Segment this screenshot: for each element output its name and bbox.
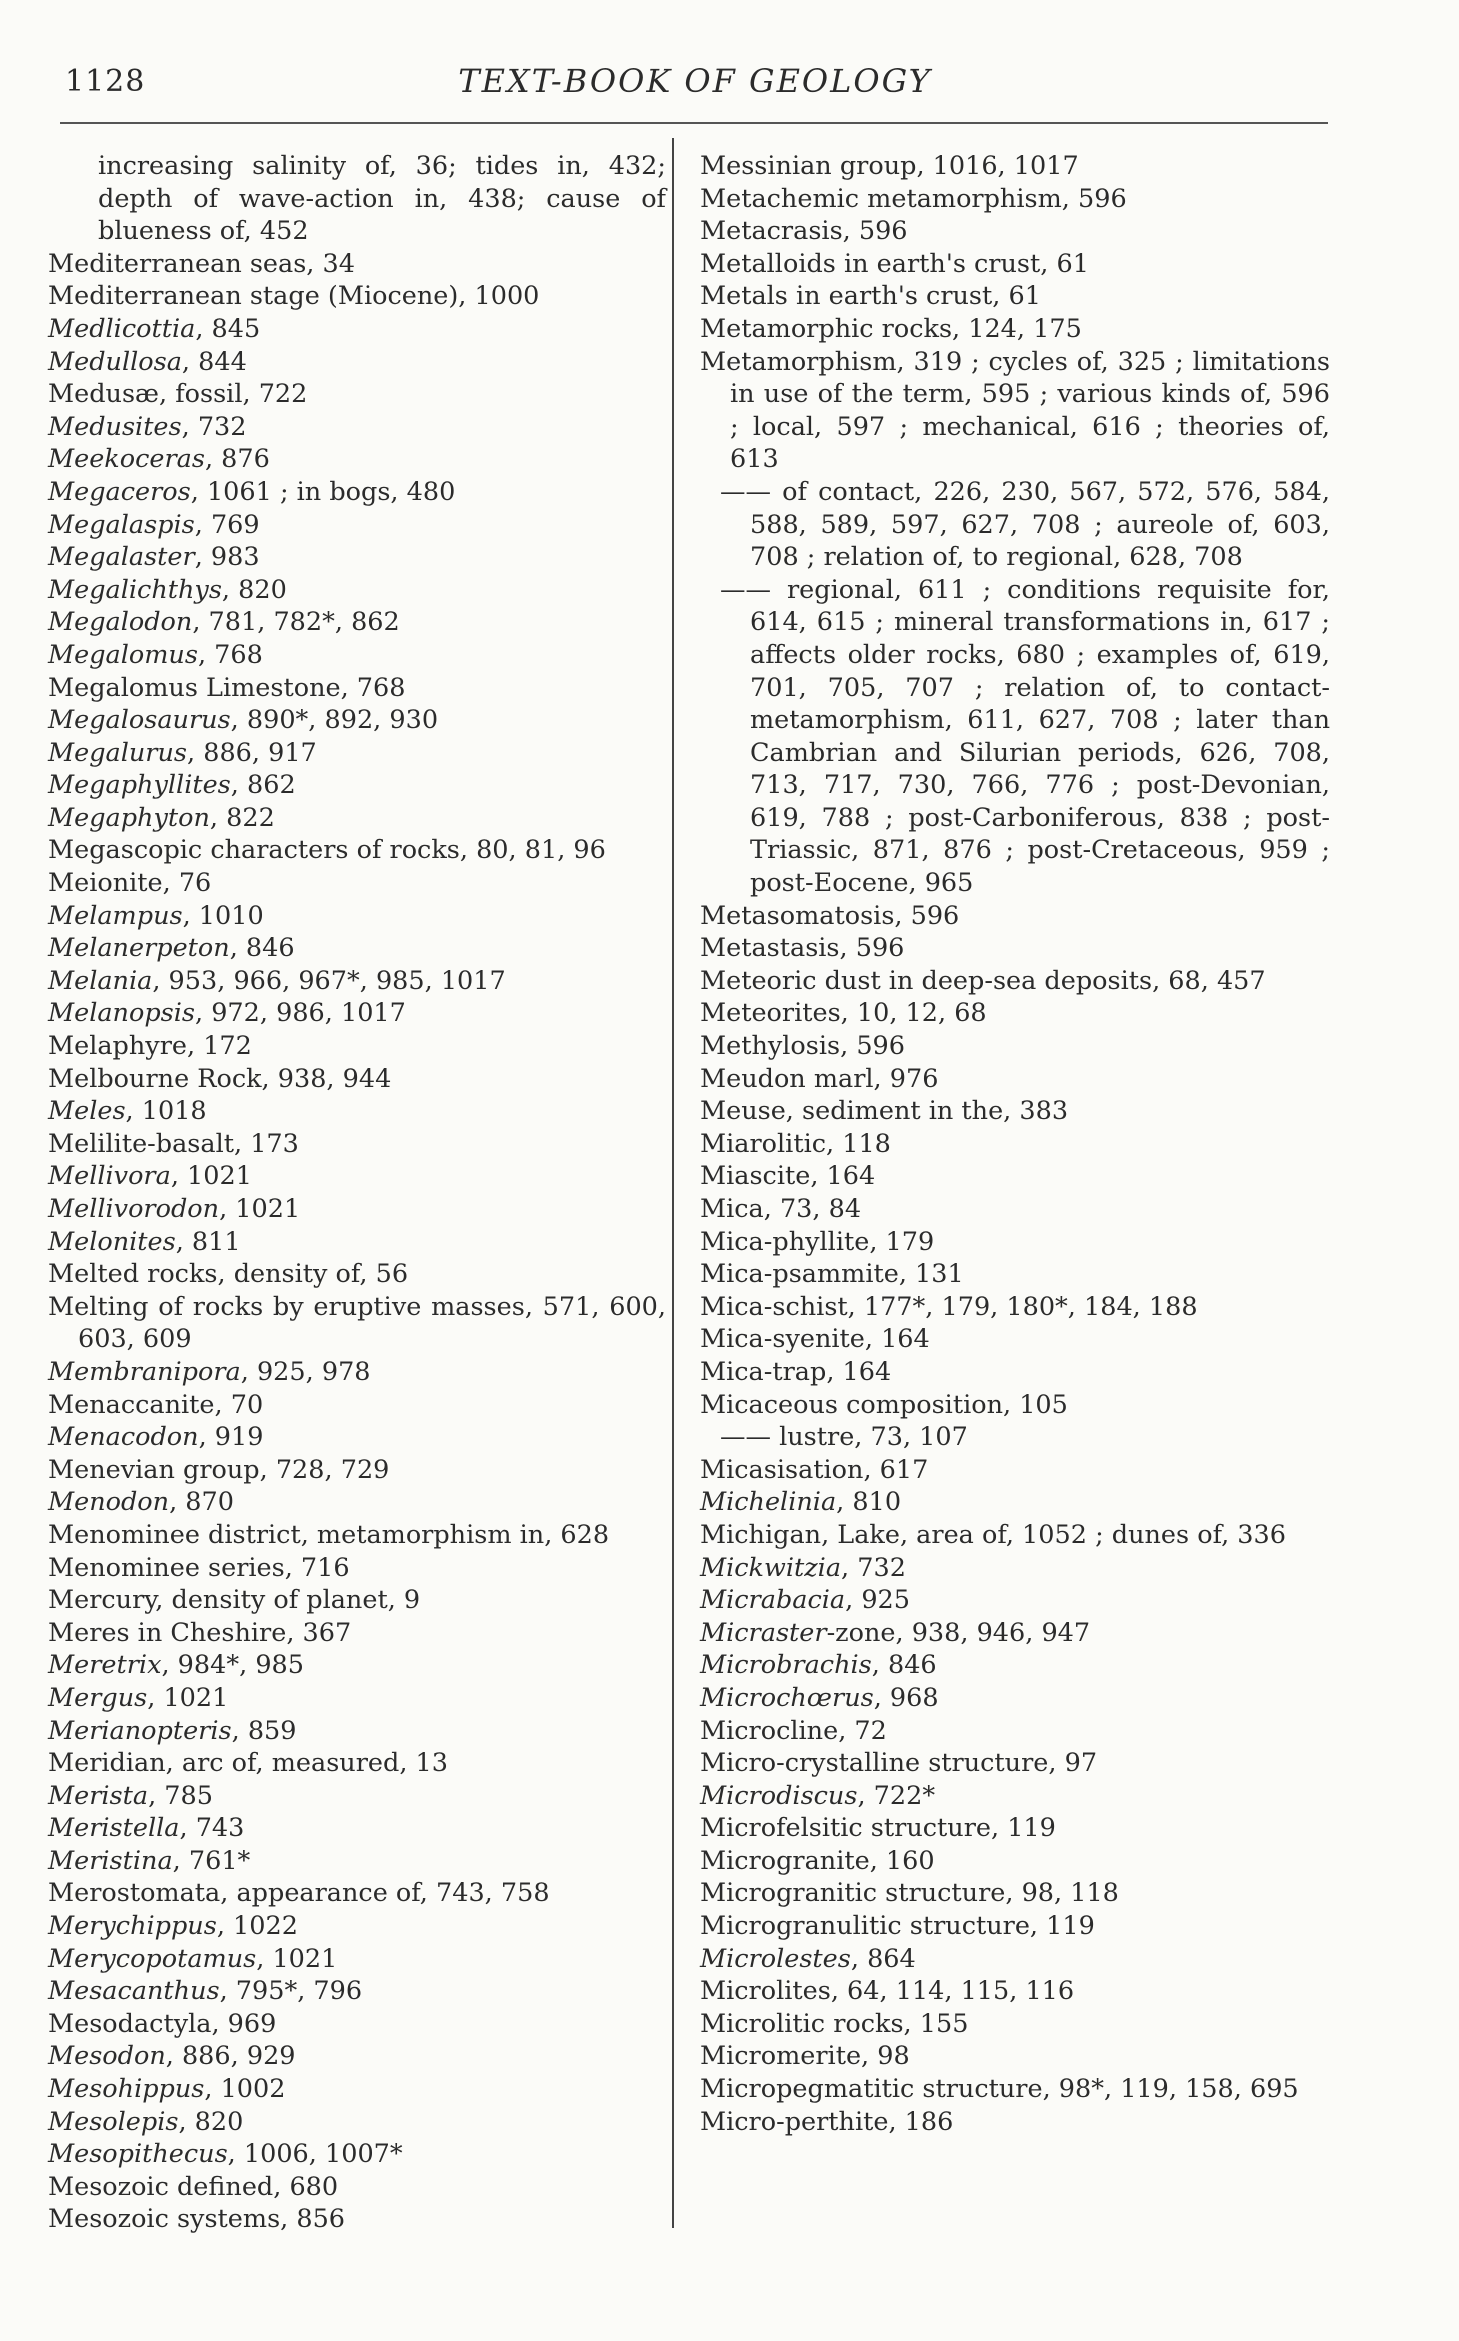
entry-term-italic: Merycopotamus	[48, 1943, 257, 1974]
index-entry	[700, 1454, 1330, 1487]
index-entry	[700, 1780, 1330, 1813]
index-entry	[700, 476, 1330, 574]
entry-text: Meteoric dust in deep-sea deposits, 68, 457	[700, 965, 1266, 996]
index-entry	[48, 1454, 666, 1487]
index-entry	[48, 574, 666, 607]
index-entry	[48, 1258, 666, 1291]
index-entry	[700, 1617, 1330, 1650]
index-entry	[48, 965, 666, 998]
entry-text: Micasisation, 617	[700, 1454, 929, 1485]
entry-term-italic: Melania	[48, 965, 153, 996]
index-entry	[700, 1063, 1330, 1096]
entry-text: , 1010	[182, 900, 264, 931]
index-entry	[700, 1030, 1330, 1063]
entry-text: Metachemic metamorphism, 596	[700, 183, 1127, 214]
index-entry	[48, 2106, 666, 2139]
index-entry	[48, 2138, 666, 2171]
entry-text: , 1022	[216, 1911, 298, 1942]
entry-term-italic: Meristella	[48, 1813, 180, 1844]
index-entry	[48, 1649, 666, 1682]
entry-text: , 732	[841, 1552, 906, 1583]
entry-term-italic: Mellivora	[48, 1161, 171, 1192]
entry-text: , 768	[197, 639, 263, 670]
index-entry	[48, 1128, 666, 1161]
entry-text: Mica, 73, 84	[700, 1194, 862, 1224]
entry-text: Menaccanite, 70	[48, 1389, 264, 1420]
entry-term-italic: Megaceros	[48, 476, 191, 507]
entry-term-italic: Mesopithecus	[48, 2139, 228, 2170]
entry-text: Microlites, 64, 114, 115, 116	[700, 1976, 1075, 2007]
entry-text: Mica-syenite, 164	[700, 1324, 930, 1355]
entry-term-italic: Mesacanthus	[48, 1976, 220, 2007]
index-entry	[700, 1258, 1330, 1291]
index-entry	[700, 150, 1330, 183]
index-entry	[700, 2106, 1330, 2139]
entry-text: Meteorites, 10, 12, 68	[700, 998, 987, 1029]
index-entry	[48, 378, 666, 411]
entry-text: , 743	[179, 1813, 245, 1844]
index-entry	[48, 1975, 666, 2008]
index-entry	[700, 1943, 1330, 1976]
page-header	[60, 58, 1330, 108]
index-entry	[700, 1975, 1330, 2008]
entry-term-italic: Medusites	[48, 411, 182, 442]
entry-term-italic: Meles	[48, 1096, 126, 1127]
column-divider	[672, 138, 674, 2228]
entry-text: Miascite, 164	[700, 1161, 876, 1192]
entry-text: Micro-perthite, 186	[700, 2106, 954, 2137]
entry-text: Mica-schist, 177*, 179, 180*, 184, 188	[700, 1291, 1198, 1322]
index-entry	[700, 574, 1330, 900]
index-entry	[48, 1910, 666, 1943]
entry-text: , 925, 978	[240, 1356, 371, 1387]
index-entry	[48, 476, 666, 509]
index-entry	[48, 2171, 666, 2204]
header-rule	[60, 122, 1328, 124]
index-entry	[48, 1389, 666, 1422]
index-entry	[48, 737, 666, 770]
entry-text: , 846	[871, 1650, 937, 1681]
index-entry	[700, 2040, 1330, 2073]
entry-text: Megalomus Limestone, 768	[48, 672, 406, 703]
index-entry	[700, 1421, 1330, 1454]
entry-term-italic: Microbrachis	[700, 1650, 872, 1681]
entry-text: Melbourne Rock, 938, 944	[48, 1063, 392, 1094]
index-entry	[48, 1095, 666, 1128]
entry-text: , 795*, 796	[219, 1976, 363, 2007]
entry-term-italic: Melampus	[48, 900, 183, 931]
entry-text: Micromerite, 98	[700, 2041, 910, 2072]
entry-text: , 1006, 1007*	[227, 2139, 403, 2170]
index-entry	[700, 1715, 1330, 1748]
entry-text: Microgranite, 160	[700, 1845, 935, 1876]
index-entry	[700, 346, 1330, 476]
index-entry	[48, 704, 666, 737]
entry-text: , 876	[204, 444, 270, 475]
entry-term-italic: Medullosa	[48, 346, 182, 377]
entry-text: Mica-trap, 164	[700, 1356, 892, 1387]
index-entry	[700, 1682, 1330, 1715]
index-entry	[48, 997, 666, 1030]
index-entry	[700, 1877, 1330, 1910]
index-entry	[48, 932, 666, 965]
entry-text: , 1021	[256, 1943, 338, 1974]
entry-term-italic: Membranipora	[48, 1356, 241, 1387]
index-entry	[48, 1063, 666, 1096]
entry-text: Meres in Cheshire, 367	[48, 1617, 352, 1648]
index-entry	[48, 1421, 666, 1454]
entry-term-italic: Mellivorodon	[48, 1194, 220, 1224]
entry-text: , 732	[181, 411, 247, 442]
index-entry	[700, 1356, 1330, 1389]
entry-text: Mesozoic systems, 856	[48, 2204, 346, 2235]
index-entry	[48, 541, 666, 574]
entry-term-italic: Megaphyton	[48, 802, 210, 833]
index-entry	[700, 1486, 1330, 1519]
entry-text: Metastasis, 596	[700, 933, 905, 964]
entry-text: , 859	[231, 1715, 297, 1746]
entry-text: , 983	[194, 542, 260, 573]
entry-text: Metalloids in earth's crust, 61	[700, 248, 1089, 279]
entry-text: Meudon marl, 976	[700, 1063, 939, 1094]
entry-text: Mica-phyllite, 179	[700, 1226, 935, 1257]
index-entry	[48, 1780, 666, 1813]
entry-term-italic: Mesolepis	[48, 2106, 179, 2137]
index-entry	[48, 1030, 666, 1063]
entry-text: Microfelsitic structure, 119	[700, 1813, 1056, 1844]
entry-term-italic: Microchœrus	[700, 1682, 874, 1713]
index-entry	[48, 672, 666, 705]
entry-text: Meuse, sediment in the, 383	[700, 1096, 1069, 1127]
entry-text: , 890*, 892, 930	[230, 705, 439, 736]
entry-term-italic: Megalosaurus	[48, 705, 231, 736]
entry-text: Metamorphism, 319 ; cycles of, 325 ; limitations in use of the term, 595 ; various kinds of, 596 ; local, 597 ; mechanical, 616 ; theories of, 613	[700, 346, 1330, 475]
entry-text: —— of contact, 226, 230, 567, 572, 576, 584, 588, 589, 597, 627, 708 ; aureole of, 603, 708 ; relation of, to regional, 628, 708	[720, 476, 1330, 573]
index-entry	[48, 1291, 666, 1356]
index-entry	[48, 1486, 666, 1519]
entry-text: , 845	[195, 313, 261, 344]
entry-term-italic: Microdiscus	[700, 1780, 858, 1811]
entry-text: Metamorphic rocks, 124, 175	[700, 313, 1082, 344]
entry-text: , 1002	[204, 2074, 286, 2105]
entry-text: , 925	[845, 1585, 910, 1616]
entry-text: Micaceous composition, 105	[700, 1389, 1068, 1420]
index-entry	[700, 1910, 1330, 1943]
entry-term-italic: Megalomus	[48, 639, 198, 670]
index-entry	[700, 313, 1330, 346]
entry-text: Mercury, density of planet, 9	[48, 1585, 421, 1616]
index-entry	[700, 1160, 1330, 1193]
entry-text: Micropegmatitic structure, 98*, 119, 158, 695	[700, 2074, 1299, 2105]
index-entry	[48, 1584, 666, 1617]
entry-term-italic: Menodon	[48, 1487, 170, 1518]
index-entry	[700, 183, 1330, 216]
entry-text: , 864	[850, 1943, 916, 1974]
index-entry	[48, 1682, 666, 1715]
entry-text: Metals in earth's crust, 61	[700, 281, 1041, 312]
entry-text: , 761*	[172, 1845, 251, 1876]
index-entry	[48, 1226, 666, 1259]
index-entry	[700, 2073, 1330, 2106]
index-entry	[48, 150, 666, 248]
index-entry	[48, 802, 666, 835]
entry-text: , 844	[181, 346, 247, 377]
entry-text: Menominee series, 716	[48, 1552, 350, 1583]
entry-text: , 972, 986, 1017	[195, 998, 406, 1029]
index-entry	[48, 639, 666, 672]
entry-text: , 886, 929	[165, 2041, 296, 2072]
entry-text: , 1021	[147, 1682, 229, 1713]
entry-text: Microgranulitic structure, 119	[700, 1911, 1095, 1942]
entry-term-italic: Microlestes	[700, 1943, 851, 1974]
index-entry	[48, 1193, 666, 1226]
entry-text: Menominee district, metamorphism in, 628	[48, 1519, 610, 1550]
entry-text: —— lustre, 73, 107	[720, 1422, 968, 1453]
entry-text: Miarolitic, 118	[700, 1128, 891, 1159]
entry-term-italic: Meretrix	[48, 1650, 162, 1681]
entry-term-italic: Mesohippus	[48, 2074, 205, 2105]
index-entry	[48, 2073, 666, 2106]
entry-text: , 919	[198, 1422, 264, 1453]
index-entry	[700, 932, 1330, 965]
entry-term-italic: Melanopsis	[48, 998, 195, 1029]
entry-text: Mesodactyla, 969	[48, 2008, 277, 2039]
index-entry	[48, 606, 666, 639]
entry-text: , 810	[836, 1487, 902, 1518]
entry-text: Melting of rocks by eruptive masses, 571, 600, 603, 609	[48, 1291, 666, 1355]
entry-text: Microcline, 72	[700, 1715, 887, 1746]
entry-text: , 968	[873, 1682, 939, 1713]
entry-text: Medusæ, fossil, 722	[48, 379, 308, 410]
entry-term-italic: Menacodon	[48, 1422, 199, 1453]
entry-text: , 870	[169, 1487, 234, 1518]
entry-text: , 862	[230, 770, 296, 801]
entry-text: -zone, 938, 946, 947	[826, 1617, 1091, 1648]
index-entry	[48, 1356, 666, 1389]
index-entry	[48, 900, 666, 933]
entry-term-italic: Micraster	[700, 1617, 827, 1648]
entry-term-italic: Megalaster	[48, 542, 195, 573]
entry-term-italic: Merychippus	[48, 1911, 217, 1942]
index-entry	[48, 769, 666, 802]
entry-text: Microlitic rocks, 155	[700, 2008, 969, 2039]
entry-term-italic: Michelinia	[700, 1487, 837, 1518]
index-entry	[700, 2008, 1330, 2041]
entry-term-italic: Medlicottia	[48, 313, 196, 344]
index-entry	[700, 1519, 1330, 1552]
index-entry	[700, 1389, 1330, 1422]
index-entry	[48, 867, 666, 900]
index-entry	[48, 2008, 666, 2041]
index-entry	[700, 1845, 1330, 1878]
entry-text: Mesozoic defined, 680	[48, 2171, 339, 2202]
entry-text: Menevian group, 728, 729	[48, 1454, 390, 1485]
entry-text: , 769	[194, 509, 260, 540]
entry-text: , 984*, 985	[161, 1650, 304, 1681]
index-entry	[48, 1715, 666, 1748]
index-entry	[700, 1226, 1330, 1259]
entry-text: Meridian, arc of, measured, 13	[48, 1748, 448, 1779]
entry-term-italic: Micrabacia	[700, 1585, 846, 1616]
index-entry	[700, 1812, 1330, 1845]
index-column-right	[700, 150, 1330, 2138]
entry-term-italic: Merista	[48, 1780, 149, 1811]
entry-term-italic: Megaphyllites	[48, 770, 231, 801]
index-entry	[48, 411, 666, 444]
entry-text: increasing salinity of, 36; tides in, 432; depth of wave-action in, 438; cause of blueness of, 452	[98, 151, 666, 247]
entry-text: Mediterranean seas, 34	[48, 248, 355, 279]
entry-text: Melted rocks, density of, 56	[48, 1259, 409, 1290]
entry-text: , 1061 ; in bogs, 480	[190, 476, 456, 507]
index-entry	[48, 1519, 666, 1552]
index-entry	[48, 1160, 666, 1193]
index-entry	[700, 1193, 1330, 1226]
index-entry	[700, 997, 1330, 1030]
entry-text: Metacrasis, 596	[700, 216, 908, 247]
entry-text: Merostomata, appearance of, 743, 758	[48, 1878, 550, 1909]
entry-text: , 1021	[219, 1194, 301, 1224]
index-entry	[700, 280, 1330, 313]
entry-text: , 1021	[170, 1161, 252, 1192]
entry-text: , 781, 782*, 862	[192, 607, 400, 638]
index-entry	[700, 965, 1330, 998]
entry-text: , 785	[148, 1780, 213, 1811]
entry-text: , 886, 917	[187, 737, 317, 768]
entry-text: Melaphyre, 172	[48, 1031, 252, 1062]
entry-text: Megascopic characters of rocks, 80, 81, 96	[48, 835, 606, 866]
entry-text: , 820	[221, 574, 287, 605]
entry-text: , 722*	[857, 1780, 936, 1811]
index-entry	[48, 1617, 666, 1650]
entry-term-italic: Megalaspis	[48, 509, 195, 540]
entry-text: Methylosis, 596	[700, 1031, 905, 1062]
entry-text: Mediterranean stage (Miocene), 1000	[48, 281, 540, 312]
index-entry	[700, 1323, 1330, 1356]
index-entry	[48, 1845, 666, 1878]
entry-term-italic: Melonites	[48, 1226, 176, 1257]
page-number: 1128	[65, 64, 146, 99]
index-entry	[700, 215, 1330, 248]
entry-term-italic: Mesodon	[48, 2041, 166, 2072]
entry-text: , 822	[209, 802, 275, 833]
index-entry	[700, 1584, 1330, 1617]
entry-text: Metasomatosis, 596	[700, 900, 960, 931]
index-entry	[48, 834, 666, 867]
entry-text: Mica-psammite, 131	[700, 1259, 964, 1290]
entry-term-italic: Meekoceras	[48, 444, 205, 475]
entry-text: Messinian group, 1016, 1017	[700, 151, 1079, 181]
entry-term-italic: Melanerpeton	[48, 933, 230, 964]
index-entry	[700, 1649, 1330, 1682]
index-entry	[48, 2203, 666, 2236]
running-title: TEXT-BOOK OF GEOLOGY	[458, 62, 932, 100]
index-entry	[48, 1552, 666, 1585]
entry-text: Meionite, 76	[48, 868, 212, 899]
index-entry	[48, 248, 666, 281]
entry-text: Michigan, Lake, area of, 1052 ; dunes of, 336	[700, 1519, 1286, 1550]
index-entry	[48, 509, 666, 542]
index-entry	[700, 248, 1330, 281]
entry-term-italic: Megalichthys	[48, 574, 222, 605]
entry-term-italic: Megalurus	[48, 737, 188, 768]
index-column-left	[48, 150, 666, 2236]
entry-text: , 953, 966, 967*, 985, 1017	[152, 965, 506, 996]
index-entry	[700, 900, 1330, 933]
entry-term-italic: Meristina	[48, 1845, 173, 1876]
entry-text: Micro-crystalline structure, 97	[700, 1748, 1098, 1779]
index-entry	[700, 1552, 1330, 1585]
index-entry	[48, 1747, 666, 1780]
index-entry	[700, 1291, 1330, 1324]
index-entry	[48, 346, 666, 379]
index-entry	[48, 1877, 666, 1910]
entry-text: Melilite-basalt, 173	[48, 1128, 299, 1159]
entry-term-italic: Mergus	[48, 1682, 148, 1713]
index-entry	[48, 1943, 666, 1976]
index-entry	[700, 1095, 1330, 1128]
index-entry	[700, 1747, 1330, 1780]
entry-text: —— regional, 611 ; conditions requisite for, 614, 615 ; mineral transformations in, 617 ; affects older rocks, 680 ; examples of, 619, 701, 705, 707 ; relation of, to contact-metamorphism, 611, 627, 708 ; later than Cambrian and Silurian periods, 626, 708, 713, 717, 730, 766, 776 ; post-Devonian, 619, 788 ; post-Carboniferous, 838 ; post-Triassic, 871, 876 ; post-Cretaceous, 959 ; post-Eocene, 965	[720, 574, 1330, 899]
index-entry	[48, 1812, 666, 1845]
entry-text: , 820	[178, 2106, 244, 2137]
entry-text: , 1018	[125, 1096, 207, 1127]
index-entry	[48, 2040, 666, 2073]
index-entry	[48, 443, 666, 476]
index-entry	[700, 1128, 1330, 1161]
entry-term-italic: Megalodon	[48, 607, 193, 638]
entry-text: , 846	[229, 933, 295, 964]
index-entry	[48, 313, 666, 346]
entry-term-italic: Mickwitzia	[700, 1552, 842, 1583]
index-entry	[48, 280, 666, 313]
entry-text: Microgranitic structure, 98, 118	[700, 1878, 1119, 1909]
entry-text: , 811	[175, 1226, 241, 1257]
entry-term-italic: Merianopteris	[48, 1715, 232, 1746]
